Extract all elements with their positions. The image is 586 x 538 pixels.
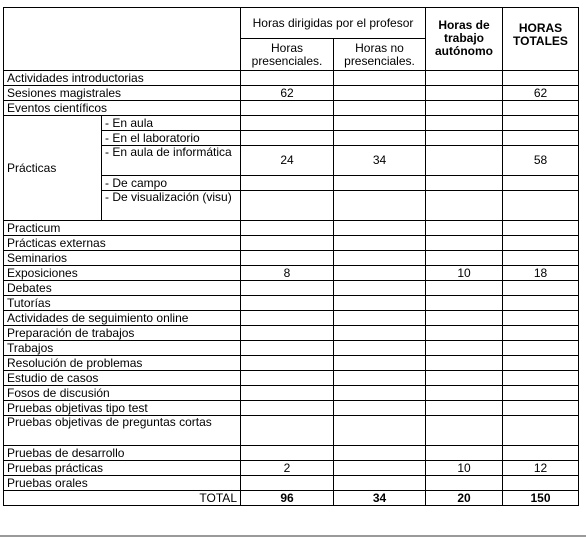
cell-total [503, 251, 579, 266]
page-bottom-divider [0, 535, 586, 537]
cell-autonomo [426, 281, 503, 296]
cell-autonomo [426, 176, 503, 191]
practicas-sub-label: - En el laboratorio [102, 131, 241, 146]
cell-presenciales [241, 251, 334, 266]
cell-total [503, 116, 579, 131]
activity-label: Sesiones magistrales [4, 86, 241, 101]
cell-total [503, 281, 579, 296]
cell-no-presenciales [334, 176, 426, 191]
cell-no-presenciales [334, 191, 426, 221]
header-totales: HORAS TOTALES [503, 8, 579, 71]
header-presenciales: Horas presenciales. [241, 39, 334, 71]
cell-autonomo [426, 356, 503, 371]
activity-label: Debates [4, 281, 241, 296]
cell-no-presenciales [334, 401, 426, 416]
activity-label: Pruebas de desarrollo [4, 446, 241, 461]
cell-no-presenciales [334, 86, 426, 101]
cell-total [503, 356, 579, 371]
cell-presenciales: 24 [241, 146, 334, 176]
table-row [4, 101, 579, 116]
activity-label: Estudio de casos [4, 371, 241, 386]
cell-no-presenciales [334, 71, 426, 86]
cell-total [503, 71, 579, 86]
cell-total: 58 [503, 146, 579, 176]
cell-total: 12 [503, 461, 579, 476]
cell-presenciales [241, 221, 334, 236]
table-row [4, 371, 579, 386]
table-row [4, 281, 579, 296]
cell-presenciales [241, 296, 334, 311]
cell-presenciales [241, 191, 334, 221]
cell-presenciales [241, 326, 334, 341]
total-label: TOTAL [4, 491, 241, 506]
cell-no-presenciales [334, 221, 426, 236]
cell-no-presenciales [334, 101, 426, 116]
table-row [4, 116, 579, 131]
header-empty-cell [4, 8, 241, 71]
cell-autonomo [426, 371, 503, 386]
cell-autonomo [426, 401, 503, 416]
cell-total [503, 311, 579, 326]
cell-autonomo: 10 [426, 461, 503, 476]
cell-autonomo [426, 71, 503, 86]
cell-no-presenciales [334, 476, 426, 491]
cell-presenciales [241, 446, 334, 461]
cell-no-presenciales [334, 296, 426, 311]
table-row [4, 461, 579, 476]
table-row [4, 236, 579, 251]
cell-presenciales [241, 71, 334, 86]
cell-presenciales: 2 [241, 461, 334, 476]
cell-autonomo [426, 296, 503, 311]
cell-total [503, 401, 579, 416]
activity-label: Actividades de seguimiento online [4, 311, 241, 326]
table-row [4, 326, 579, 341]
cell-presenciales [241, 236, 334, 251]
cell-autonomo [426, 416, 503, 446]
cell-autonomo [426, 131, 503, 146]
cell-total [503, 191, 579, 221]
cell-total: 18 [503, 266, 579, 281]
cell-no-presenciales [334, 371, 426, 386]
total-total: 150 [503, 491, 579, 506]
cell-presenciales: 8 [241, 266, 334, 281]
cell-autonomo [426, 386, 503, 401]
cell-presenciales [241, 341, 334, 356]
cell-no-presenciales [334, 266, 426, 281]
total-autonomo: 20 [426, 491, 503, 506]
practicas-sub-label: - De campo [102, 176, 241, 191]
cell-autonomo: 10 [426, 266, 503, 281]
cell-no-presenciales [334, 326, 426, 341]
activity-label: Trabajos [4, 341, 241, 356]
header-autonomo: Horas de trabajo autónomo [426, 8, 503, 71]
table-row [4, 341, 579, 356]
cell-total [503, 416, 579, 446]
cell-no-presenciales [334, 131, 426, 146]
cell-no-presenciales [334, 416, 426, 446]
cell-autonomo [426, 311, 503, 326]
practicas-sub-label: - En aula de informática [102, 146, 241, 176]
cell-total: 62 [503, 86, 579, 101]
table-row [4, 476, 579, 491]
activity-label: Exposiciones [4, 266, 241, 281]
activity-label: Pruebas prácticas [4, 461, 241, 476]
cell-autonomo [426, 86, 503, 101]
cell-no-presenciales [334, 386, 426, 401]
cell-presenciales [241, 116, 334, 131]
cell-presenciales [241, 131, 334, 146]
cell-no-presenciales [334, 281, 426, 296]
practicas-sub-label: - De visualización (visu) [102, 191, 241, 221]
cell-presenciales [241, 281, 334, 296]
cell-no-presenciales [334, 341, 426, 356]
activity-label: Tutorías [4, 296, 241, 311]
table-row [4, 386, 579, 401]
cell-no-presenciales [334, 356, 426, 371]
header-no-presenciales: Horas no presenciales. [334, 39, 426, 71]
table-row [4, 251, 579, 266]
cell-presenciales [241, 101, 334, 116]
table-row [4, 446, 579, 461]
cell-autonomo [426, 326, 503, 341]
table-row [4, 416, 579, 446]
hours-table [3, 7, 579, 506]
activity-label: Eventos científicos [4, 101, 241, 116]
cell-total [503, 341, 579, 356]
cell-total [503, 221, 579, 236]
cell-presenciales [241, 371, 334, 386]
cell-autonomo [426, 101, 503, 116]
cell-presenciales [241, 176, 334, 191]
cell-autonomo [426, 446, 503, 461]
cell-presenciales [241, 476, 334, 491]
table-row [4, 356, 579, 371]
cell-presenciales [241, 356, 334, 371]
activity-label: Resolución de problemas [4, 356, 241, 371]
cell-autonomo [426, 236, 503, 251]
cell-autonomo [426, 146, 503, 176]
cell-no-presenciales [334, 236, 426, 251]
total-row [4, 491, 579, 506]
cell-total [503, 476, 579, 491]
cell-autonomo [426, 341, 503, 356]
cell-autonomo [426, 476, 503, 491]
cell-presenciales [241, 401, 334, 416]
cell-total [503, 371, 579, 386]
table-row [4, 266, 579, 281]
cell-no-presenciales [334, 461, 426, 476]
cell-presenciales [241, 386, 334, 401]
cell-presenciales [241, 311, 334, 326]
cell-autonomo [426, 191, 503, 221]
total-presenciales: 96 [241, 491, 334, 506]
table-row [4, 401, 579, 416]
cell-no-presenciales [334, 251, 426, 266]
cell-total [503, 296, 579, 311]
cell-no-presenciales: 34 [334, 146, 426, 176]
table-row [4, 311, 579, 326]
cell-autonomo [426, 221, 503, 236]
cell-no-presenciales [334, 116, 426, 131]
activity-label: Preparación de trabajos [4, 326, 241, 341]
cell-autonomo [426, 251, 503, 266]
activity-label: Actividades introductorias [4, 71, 241, 86]
activity-label: Pruebas orales [4, 476, 241, 491]
cell-no-presenciales [334, 311, 426, 326]
activity-label: Prácticas externas [4, 236, 241, 251]
cell-presenciales: 62 [241, 86, 334, 101]
cell-no-presenciales [334, 446, 426, 461]
table-row [4, 86, 579, 101]
cell-total [503, 236, 579, 251]
cell-total [503, 446, 579, 461]
cell-autonomo [426, 116, 503, 131]
activity-label: Practicum [4, 221, 241, 236]
table-row [4, 296, 579, 311]
practicas-label: Prácticas [4, 116, 102, 221]
cell-total [503, 386, 579, 401]
cell-presenciales [241, 416, 334, 446]
table-row [4, 71, 579, 86]
cell-total [503, 101, 579, 116]
activity-label: Pruebas objetivas tipo test [4, 401, 241, 416]
cell-total [503, 326, 579, 341]
activity-label: Seminarios [4, 251, 241, 266]
activity-label: Fosos de discusión [4, 386, 241, 401]
cell-total [503, 176, 579, 191]
total-no-presenciales: 34 [334, 491, 426, 506]
header-dirigidas: Horas dirigidas por el profesor [241, 8, 426, 39]
activity-label: Pruebas objetivas de preguntas cortas [4, 416, 241, 446]
practicas-sub-label: - En aula [102, 116, 241, 131]
table-row [4, 221, 579, 236]
cell-total [503, 131, 579, 146]
